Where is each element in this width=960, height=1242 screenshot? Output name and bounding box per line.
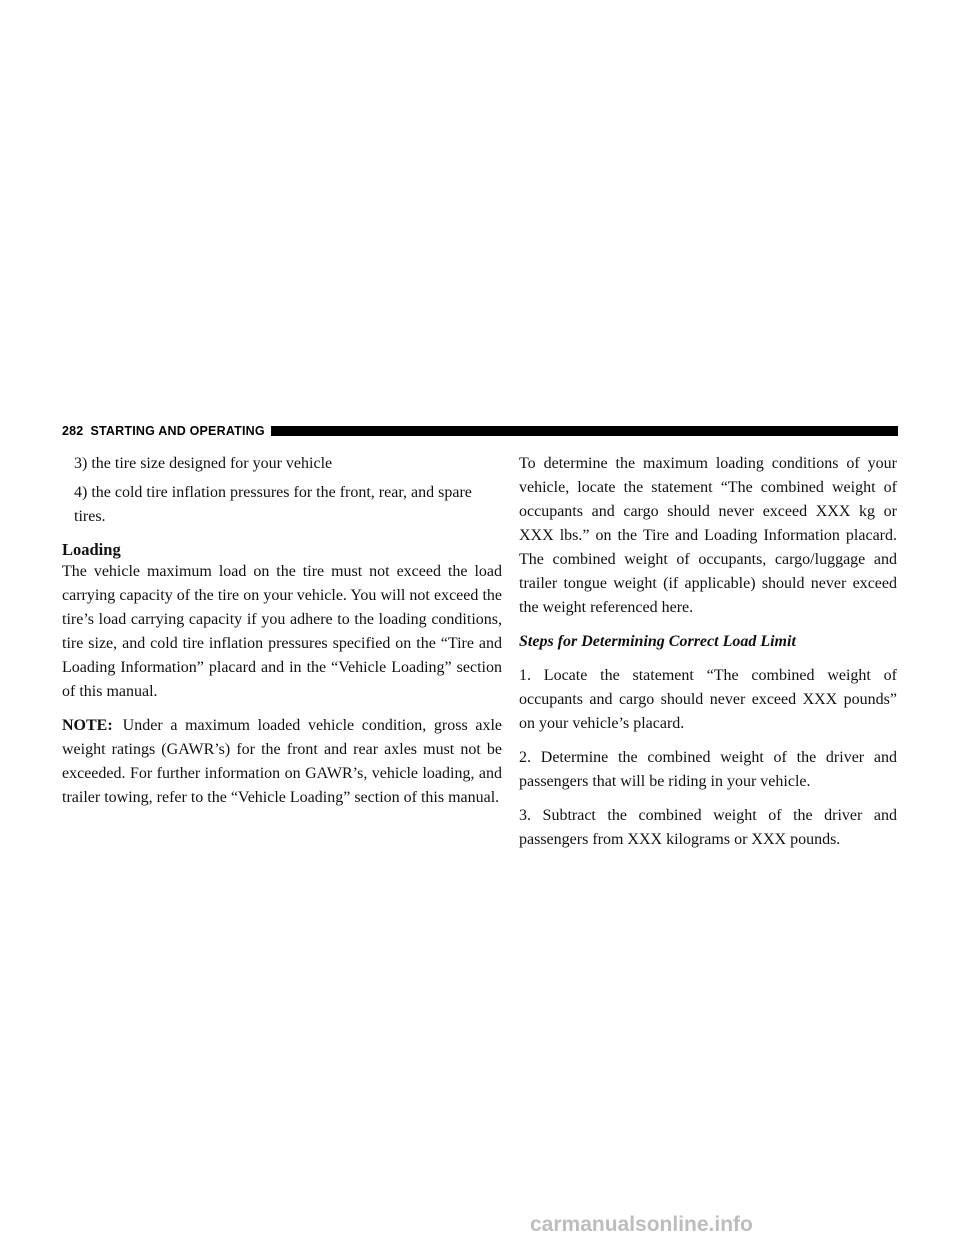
note-paragraph [62,714,502,810]
watermark: carmanualsonline.info [530,1213,753,1236]
section-title: STARTING AND OPERATING [90,424,265,438]
page-header [62,422,898,440]
intro-paragraph: To determine the maximum loading conditions of your vehicle, locate the statement “The combined weight of occupants and cargo should never exceed XXX kg or XXX lbs.” on the Tire and Loading Information placard. The combined weight of occupants, cargo/luggage and trailer tongue weight (if applicable) should never exceed the weight referenced here. [519,455,897,616]
step-2: 2. Determine the combined weight of the driver and passengers that will be riding in your vehicle. [519,749,897,790]
note-text: Under a maximum loaded vehicle condition, gross axle weight ratings (GAWR’s) for the front and rear axles must not be exceeded. For further information on GAWR’s, vehicle loading, and trailer towing, refer to the “Vehicle Loading” section of this manual. [62,717,502,806]
list-item-3: 3) the tire size designed for your vehicle [74,455,333,472]
list-item-4: 4) the cold tire inflation pressures for the front, rear, and spare tires. [74,484,472,525]
step-3: 3. Subtract the combined weight of the driver and passengers from XXX kilograms or XXX pounds. [519,807,897,848]
header-rule [271,426,898,436]
loading-heading: Loading [62,540,121,559]
step-1: 1. Locate the statement “The combined weight of occupants and cargo should never exceed XXX pounds” on your vehicle’s placard. [519,667,897,732]
right-column [519,452,897,852]
loading-paragraph: The vehicle maximum load on the tire must not exceed the load carrying capacity of the tire on your vehicle. You will not exceed the tire’s load carrying capacity if you adhere to the loading conditions, tire size, and cold tire inflation pressures specified on the “Tire and Loading Information” placard and in the “Vehicle Loading” section of this manual. [62,563,502,700]
steps-heading: Steps for Determining Correct Load Limit [519,633,796,650]
page-number: 282 [62,424,84,438]
left-column [62,452,502,810]
note-label: NOTE: [62,717,113,734]
